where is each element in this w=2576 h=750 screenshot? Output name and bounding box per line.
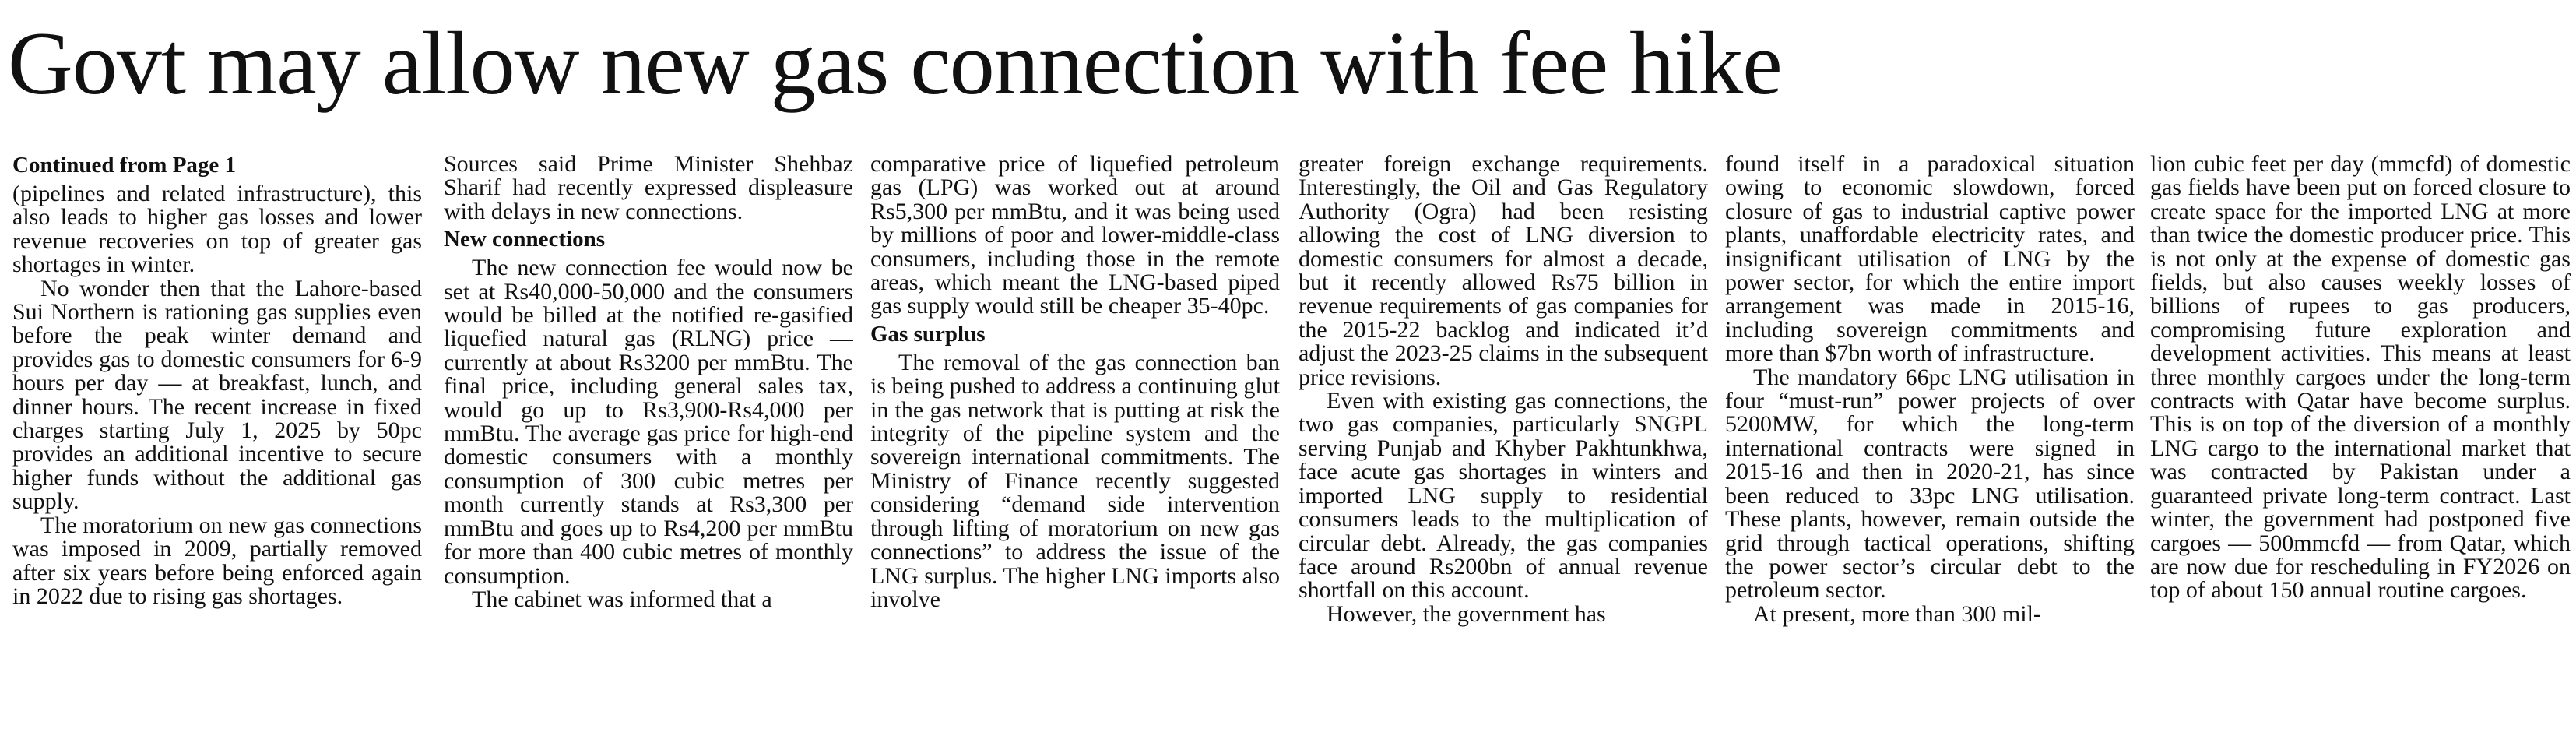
article-column-4 xyxy=(1299,153,1708,748)
article-paragraph: The cabinet was informed that a xyxy=(472,586,772,612)
article-paragraph: The new connection fee would now be set at Rs40,000-50,000 and the consumers would be billed at the notified re-gasified liquefied natural gas (RLNG) price — currently at about Rs3200 per mmBtu. The final price, including general sales tax, would go up to Rs3,900-Rs4,000 per mmBtu. The average gas price for high-end domestic consumers with a monthly consumption of 300 cubic metres per month currently stands at Rs3,300 per mmBtu and goes up to Rs4,200 per mmBtu for more than 400 cubic metres of monthly consumption. xyxy=(444,255,853,589)
article-paragraph: comparative price of liquefied petroleum gas (LPG) was worked out at around Rs5,300 per mmBtu, and it was being used by millions of poor and lower-middle-class consumers, including those in the remote areas, which meant the LNG-based piped gas supply would still be cheaper 35-40pc. xyxy=(870,153,1280,319)
article-paragraph: The removal of the gas connection ban is being pushed to address a continuing glut in the gas network that is putting at risk the integrity of the pipeline system and the sovereign international commitments. The Ministry of Finance recently suggested considering “demand side intervention through lifting of moratorium on new gas connections” to address the issue of the LNG surplus. The higher LNG imports also involve xyxy=(870,349,1280,612)
article-paragraph: At present, more than 300 mil- xyxy=(1753,600,2041,627)
article-paragraph: The mandatory 66pc LNG utilisation in four “must-run” power projects of over 5200MW, for which the long-term international contracts were signed in 2015-16 and then in 2020-21, has since been reduced to 33pc LNG utilisation. These plants, however, remain outside the grid through tactical operations, shifting the power sector’s circular debt to the petroleum sector. xyxy=(1725,364,2135,604)
section-subheading: Continued from Page 1 xyxy=(12,153,237,178)
article-paragraph: lion cubic feet per day (mmcfd) of domestic gas fields have been put on forced closure to create space for the imported LNG at more than twice the domestic producer price. This is not only at the expense of domestic gas fields, but also causes weekly losses of billions of rupees to gas producers, compromising future exploration and development activities. This means at least three monthly cargoes under the long-term contracts with Qatar have become surplus. This is on top of the diversion of a monthly LNG cargo to the international market that was contracted by Pakistan under a guaranteed private long-term contract. Last winter, the government had postponed five cargoes — 500mmcfd — from Qatar, which are now due for rescheduling in FY2026 on top of about 150 annual routine cargoes. xyxy=(2150,153,2571,604)
article-column-3 xyxy=(870,153,1280,748)
section-subheading: New connections xyxy=(444,227,606,252)
article-paragraph: greater foreign exchange requirements. Interestingly, the Oil and Gas Regulatory Authority (Ogra) had been resisting allowing the cost of LNG diversion to domestic consumers for almost a decade, but it recently allowed Rs75 billion in revenue requirements of gas companies for the 2015-22 backlog and indicated it’d adjust the 2023-25 claims in the subsequent price revisions. xyxy=(1299,153,1708,390)
article-column-1 xyxy=(12,153,422,748)
article-paragraph: However, the government has xyxy=(1327,600,1606,627)
article-paragraph: The moratorium on new gas connections was imposed in 2009, partially removed after six years before being enforced again in 2022 due to rising gas shortages. xyxy=(12,512,422,609)
article-column-5 xyxy=(1725,153,2135,748)
article-paragraph: Even with existing gas connections, the two gas companies, particularly SNGPL serving Punjab and Khyber Pakhtunkhwa, face acute gas shortages in winters and imported LNG supply to residential consumers leads to the multiplication of circular debt. Already, the gas companies face around Rs200bn of annual revenue shortfall on this account. xyxy=(1299,388,1708,604)
article-paragraph: (pipelines and related infrastructure), this also leads to higher gas losses and lower revenue recoveries on top of greater gas shortages in winter. xyxy=(12,181,422,278)
article-column-6 xyxy=(2150,153,2571,748)
article-paragraph: Sources said Prime Minister Shehbaz Sharif had recently expressed displeasure with delays in new connections. xyxy=(444,153,853,224)
article-paragraph: found itself in a paradoxical situation owing to economic slowdown, forced closure of gas to industrial captive power plants, unaffordable electricity rates, and insignificant utilisation of LNG by the power sector, for which the entire import arrangement was made in 2015-16, including sovereign commitments and more than $7bn worth of infrastructure. xyxy=(1725,153,2135,367)
article-paragraph: No wonder then that the Lahore-based Sui Northern is rationing gas supplies even before the peak winter demand and provides gas to domestic consumers for 6-9 hours per day — at breakfast, lunch, and dinner hours. The recent increase in fixed charges starting July 1, 2025 by 50pc provides an additional incentive to secure higher funds without the additional gas supply. xyxy=(12,275,422,515)
section-subheading: Gas surplus xyxy=(870,321,986,347)
article-column-2 xyxy=(444,153,853,748)
headline: Govt may allow new gas connection with fee hike xyxy=(8,14,1782,114)
